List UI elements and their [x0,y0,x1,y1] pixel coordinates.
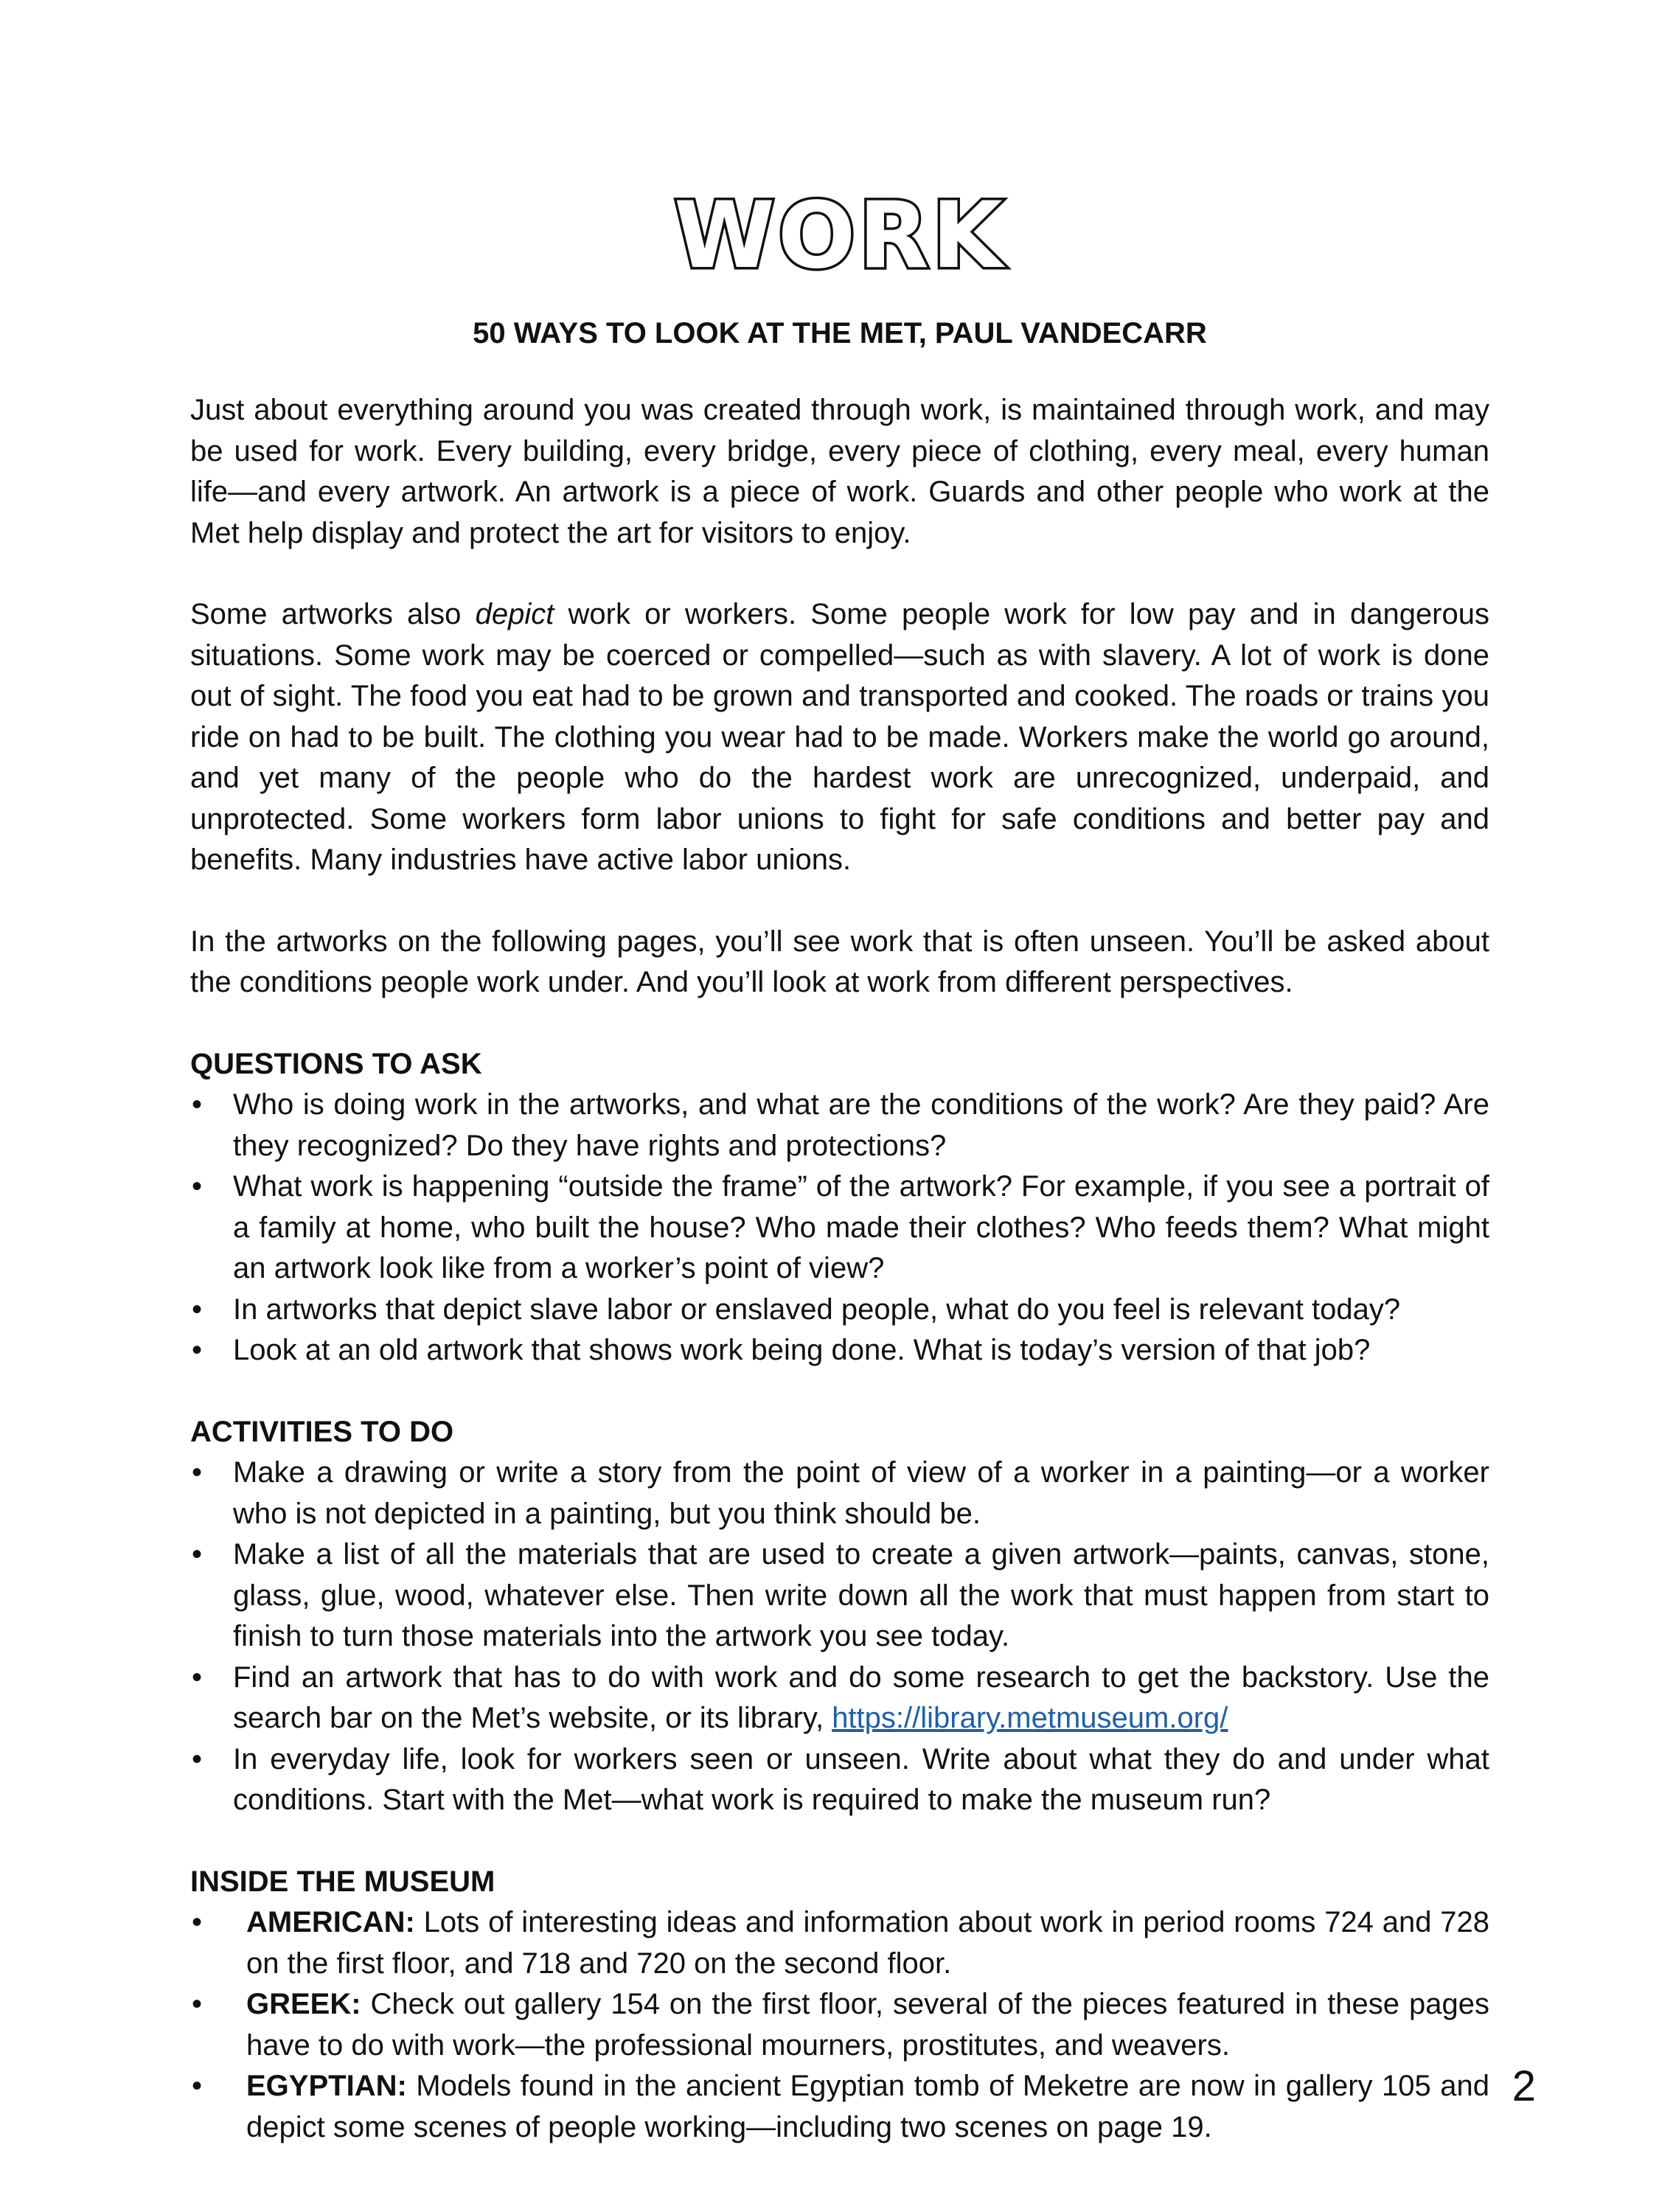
museum-list [190,1902,1489,2148]
activity-item [190,1739,1489,1821]
museum-item-label: AMERICAN: [246,1906,415,1938]
bullet-icon: • [192,1334,203,1366]
intro-p2-start: Some artworks also [190,598,476,630]
question-item [190,1330,1489,1371]
bullet-icon: • [192,1538,203,1571]
question-item [190,1290,1489,1331]
page-number: 2 [1512,2062,1536,2110]
museum-item-text: Models found in the ancient Egyptian tomb of Meketre are now in gallery 105 and depict some scenes of people working—including two scenes on page 19. [246,2070,1489,2143]
bullet-icon: • [192,1988,203,2020]
intro-paragraph-3: In the artworks on the following pages, you’ll see work that is often unseen. You’ll be asked about the conditions people work under. And you’ll look at work from different perspectives. [190,925,1489,998]
activity-item [190,1453,1489,1534]
museum-heading: INSIDE THE MUSEUM [190,1865,495,1898]
bullet-icon: • [192,1293,203,1326]
activities-heading: ACTIVITIES TO DO [190,1415,454,1448]
bullet-icon: • [192,1906,203,1938]
bullet-icon: • [192,1742,203,1775]
question-text: In artworks that depict slave labor or enslaved people, what do you feel is relevant today? [233,1293,1401,1326]
museum-item-label: EGYPTIAN: [246,2070,407,2102]
bullet-icon: • [192,1456,203,1489]
museum-item-american [190,1902,1489,1984]
question-text: Look at an old artwork that shows work being done. What is today’s version of that job? [233,1334,1371,1366]
bullet-icon: • [192,1660,203,1694]
museum-item-greek [190,1984,1489,2066]
document-page [190,183,1489,2188]
question-item [190,1085,1489,1166]
activity-text: Make a drawing or write a story from the point of view of a worker in a painting—or a worker who is not depicted in a painting, but you think should be. [233,1456,1489,1530]
question-text: What work is happening “outside the frame” of the artwork? For example, if you see a portrait of a family at home, who built the house? Who made their clothes? Who feeds them? What might an artwork look like from a worker’s point of view? [233,1170,1489,1284]
intro-p2-rest: work or workers. Some people work for low pay and in dangerous situations. Some work may be coerced or compelled—such as with slavery. A lot of work is done out of sight. The food you eat had to be grown and transported and cooked. The roads or trains you ride on had to be built. The clothing you wear had to be made. Workers make the world go around, and yet many of the people who do the hardest work are unrecognized, underpaid, and unprotected. Some workers form labor unions to fight for safe conditions and better pay and benefits. Many industries have active labor unions. [190,598,1489,876]
emphasis-depict: depict [475,598,554,630]
museum-item-label: GREEK: [246,1988,361,2020]
activity-text: Make a list of all the materials that are used to create a given artwork—paints, canvas, stone, glass, glue, wood, whatever else. Then write down all the work that must happen from start to finish to turn those materials into the artwork you see today. [233,1538,1489,1652]
activity-item [190,1534,1489,1658]
questions-list [190,1085,1489,1371]
activity-text: In everyday life, look for workers seen or unseen. Write about what they do and under what conditions. Start with the Met—what work is required to make the museum run? [233,1742,1489,1816]
bullet-icon: • [192,1170,203,1203]
intro-paragraph-2 [190,594,1489,881]
museum-item-text: Lots of interesting ideas and information about work in period rooms 724 and 728 on the first floor, and 718 and 720 on the second floor. [246,1906,1489,1980]
museum-item-text: Check out gallery 154 on the first floor, several of the pieces featured in these pages have to do with work—the professional mourners, prostitutes, and weavers. [246,1988,1489,2062]
activity-text: Find an artwork that has to do with work and do some research to get the backstory. Use the search bar on the Met’s website, or its library, [233,1660,1489,1734]
intro-paragraph-1: Just about everything around you was created through work, is maintained through work, and may be used for work. Every building, every bridge, every piece of clothing, every meal, every human life—and every artwork. An artwork is a piece of work. Guards and other people who work at the Met help display and protect the art for visitors to enjoy. [190,394,1489,549]
library-link[interactable]: https://library.metmuseum.org/ [832,1702,1228,1734]
questions-heading: QUESTIONS TO ASK [190,1047,482,1080]
page-title: WORK [674,183,1006,289]
museum-item-egyptian [190,2066,1489,2148]
question-item [190,1166,1489,1290]
activities-list [190,1453,1489,1821]
bullet-icon: • [192,1088,203,1121]
activity-item [190,1658,1489,1739]
question-text: Who is doing work in the artworks, and what are the conditions of the work? Are they paid? Are they recognized? Do they have rights and protections? [233,1088,1489,1162]
bullet-icon: • [192,2070,203,2102]
subtitle: 50 WAYS TO LOOK AT THE MET, PAUL VANDECARR [473,317,1207,349]
